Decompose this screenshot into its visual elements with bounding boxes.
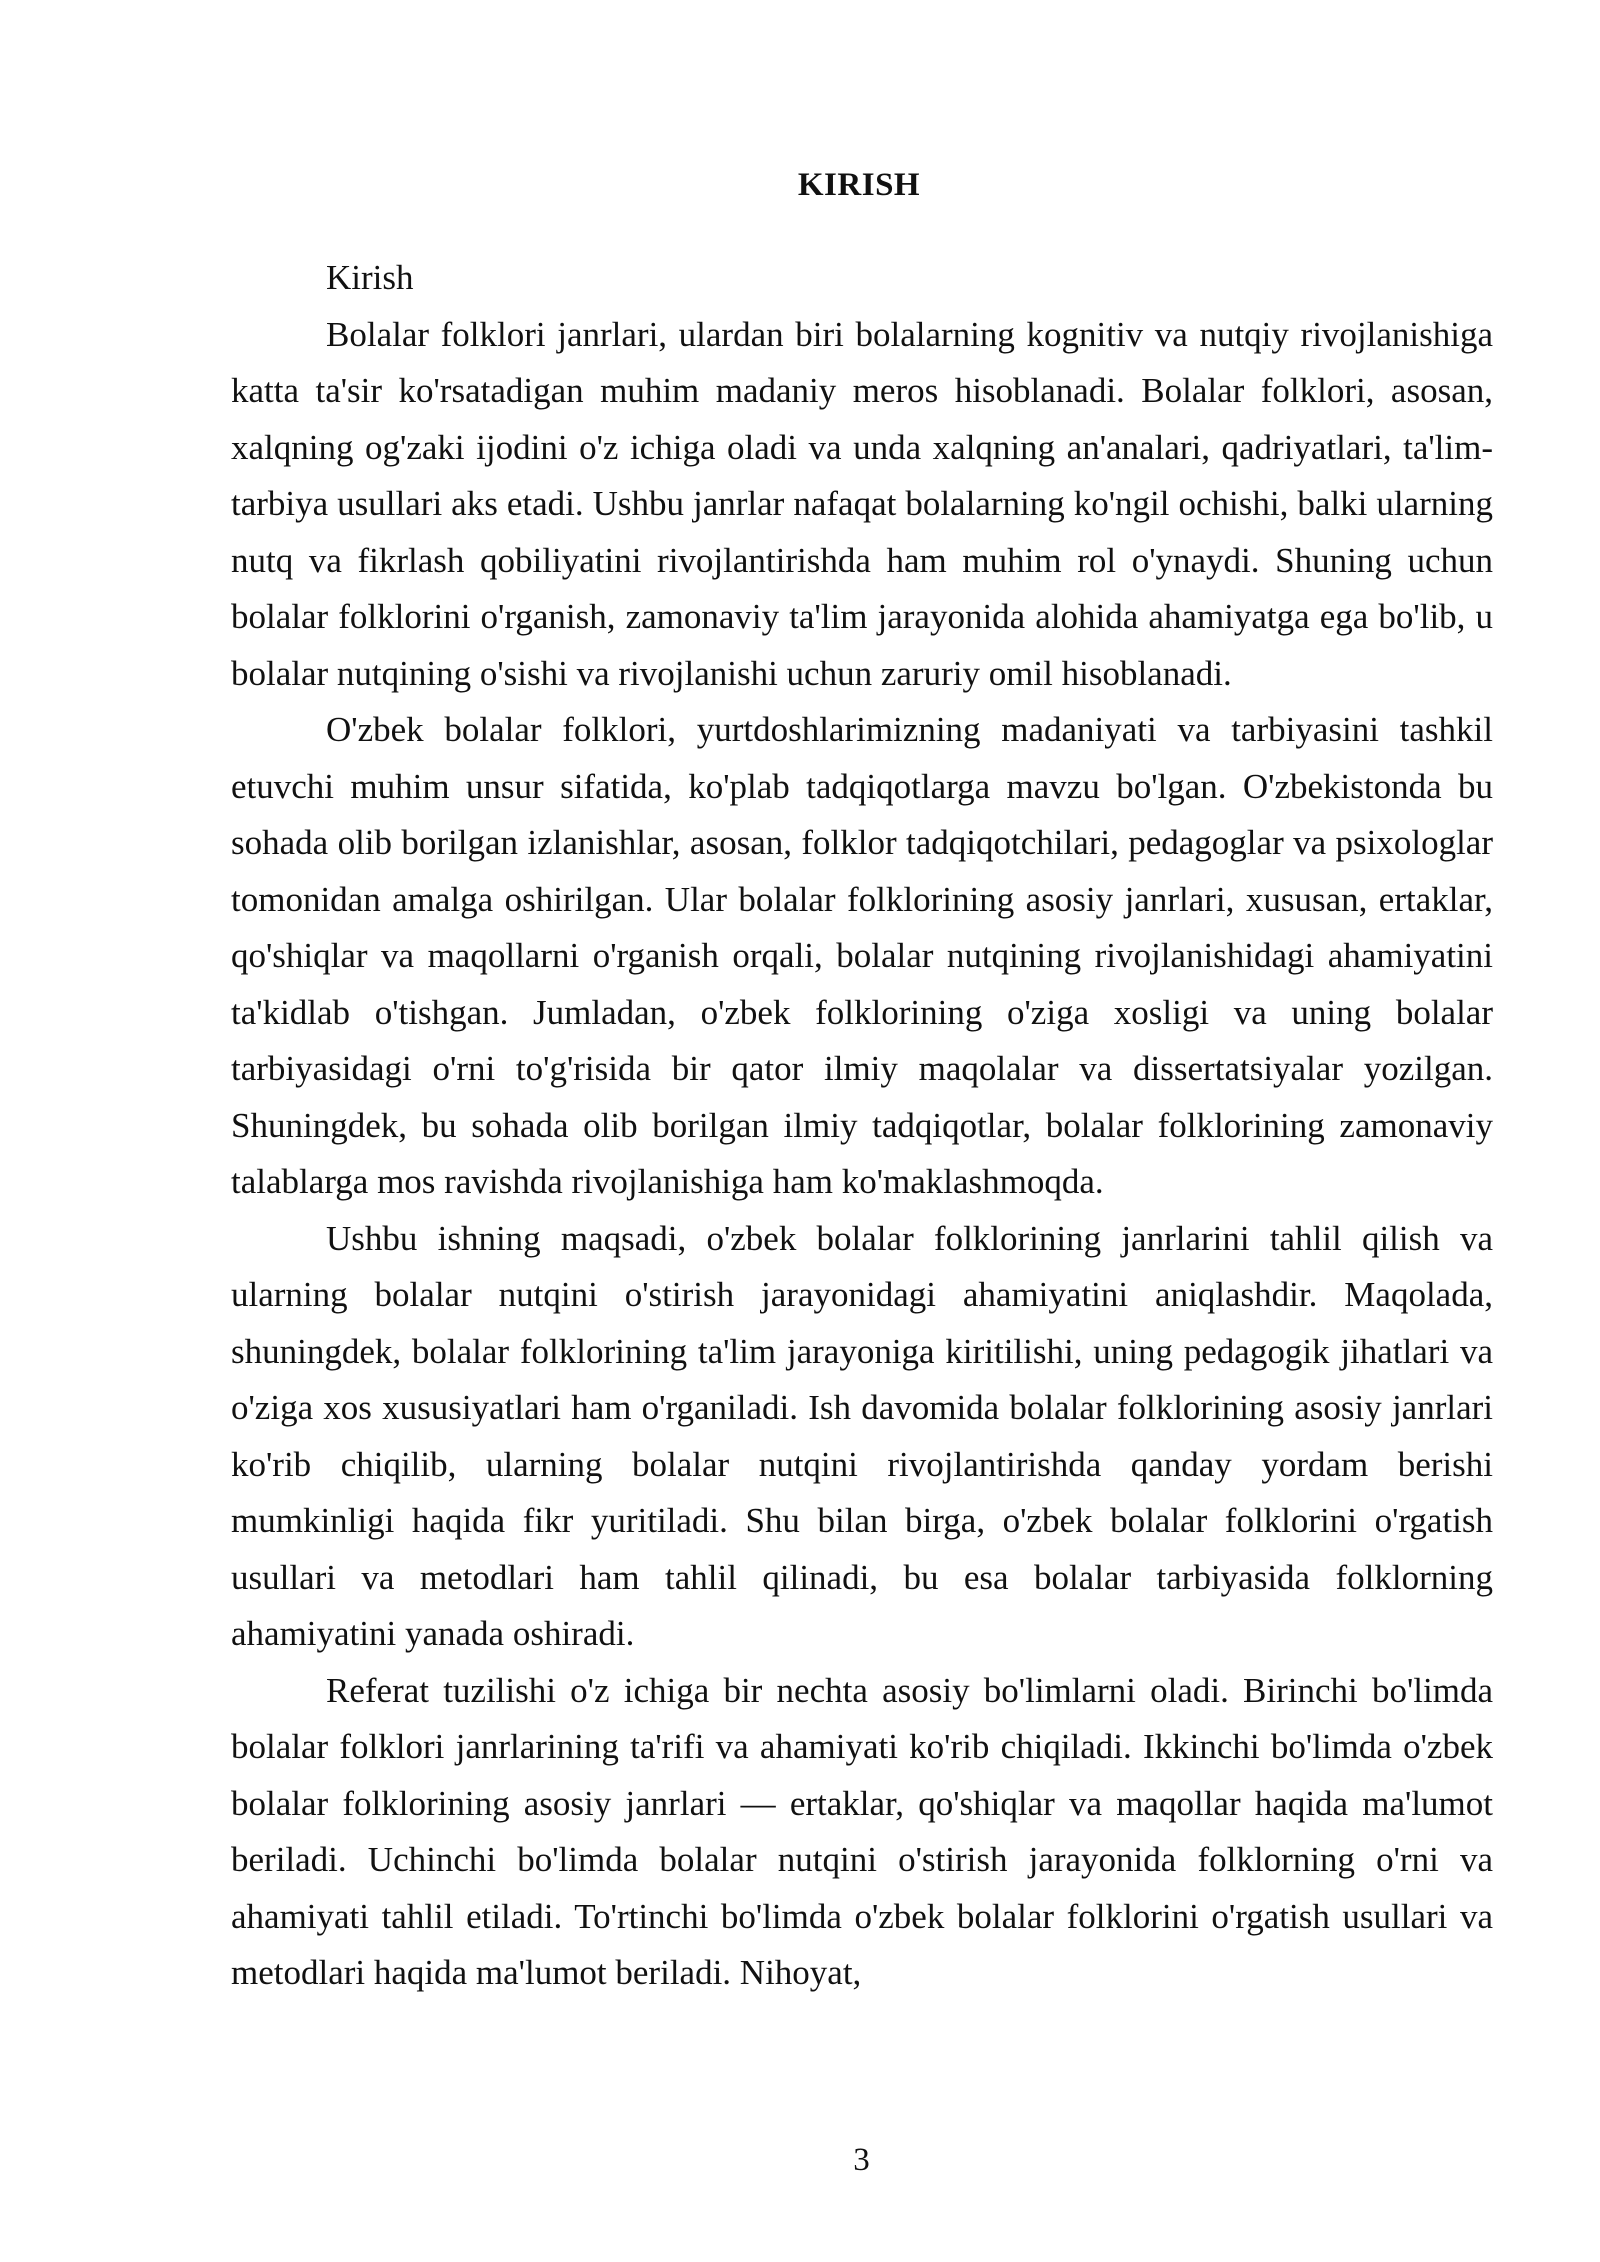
paragraph-2: O'zbek bolalar folklori, yurtdoshlarimizning madaniyati va tarbiyasini tashkil etuvchi muhim unsur sifatida, ko'plab tadqiqotlarga mavzu bo'lgan. O'zbekistonda bu sohada olib borilgan izlanishlar, asosan, folklor tadqiqotchilari, pedagoglar va psixologlar tomonidan amalga oshirilgan. Ular bolalar folklorining asosiy janrlari, xususan, ertaklar, qo'shiqlar va maqollarni o'rganish orqali, bolalar nutqining rivojlanishidagi ahamiyatini ta'kidlab o'tishgan. Jumladan, o'zbek folklorining o'ziga xosligi va uning bolalar tarbiyasidagi o'rni to'g'risida bir qator ilmiy maqolalar va dissertatsiyalar yozilgan. Shuningdek, bu sohada olib borilgan ilmiy tadqiqotlar, bolalar folklorining zamonaviy talablarga mos ravishda rivojlanishiga ham ko'maklashmoqda. <box>231 710 1493 1201</box>
section-subheading: Kirish <box>326 258 414 297</box>
paragraph-3: Ushbu ishning maqsadi, o'zbek bolalar folklorining janrlarini tahlil qilish va ularning bolalar nutqini o'stirish jarayonidagi ahamiyatini aniqlashdir. Maqolada, shuningdek, bolalar folklorining ta'lim jarayoniga kiritilishi, uning pedagogik jihatlari va o'ziga xos xususiyatlari ham o'rganiladi. Ish davomida bolalar folklorining asosiy janrlari ko'rib chiqilib, ularning bolalar nutqini rivojlantirishda qanday yordam berishi mumkinligi haqida fikr yuritiladi. Shu bilan birga, o'zbek bolalar folklorini o'rgatish usullari va metodlari ham tahlil qilinadi, bu esa bolalar tarbiyasida folklorning ahamiyatini yanada oshiradi. <box>231 1218 1493 1653</box>
page-title: KIRISH <box>797 167 921 203</box>
body-text <box>231 250 1493 2002</box>
page-number: 3 <box>853 2142 870 2178</box>
paragraph-1: Bolalar folklori janrlari, ulardan biri bolalarning kognitiv va nutqiy rivojlanishiga katta ta'sir ko'rsatadigan muhim madaniy meros hisoblanadi. Bolalar folklori, asosan, xalqning og'zaki ijodini o'z ichiga oladi va unda xalqning an'analari, qadriyatlari, ta'lim-tarbiya usullari aks etadi. Ushbu janrlar nafaqat bolalarning ko'ngil ochishi, balki ularning nutq va fikrlash qobiliyatini rivojlantirishda ham muhim rol o'ynaydi. Shuning uchun bolalar folklorini o'rganish, zamonaviy ta'lim jarayonida alohida ahamiyatga ega bo'lib, u bolalar nutqining o'sishi va rivojlanishi uchun zaruriy omil hisoblanadi. <box>231 314 1493 693</box>
paragraph-4: Referat tuzilishi o'z ichiga bir nechta asosiy bo'limlarni oladi. Birinchi bo'limda bolalar folklori janrlarining ta'rifi va ahamiyati ko'rib chiqiladi. Ikkinchi bo'limda o'zbek bolalar folklorining asosiy janrlari — ertaklar, qo'shiqlar va maqollar haqida ma'lumot beriladi. Uchinchi bo'limda bolalar nutqini o'stirish jarayonida folklorning o'rni va ahamiyati tahlil etiladi. To'rtinchi bo'limda o'zbek bolalar folklorini o'rgatish usullari va metodlari haqida ma'lumot beriladi. Nihoyat, <box>231 1670 1493 1992</box>
